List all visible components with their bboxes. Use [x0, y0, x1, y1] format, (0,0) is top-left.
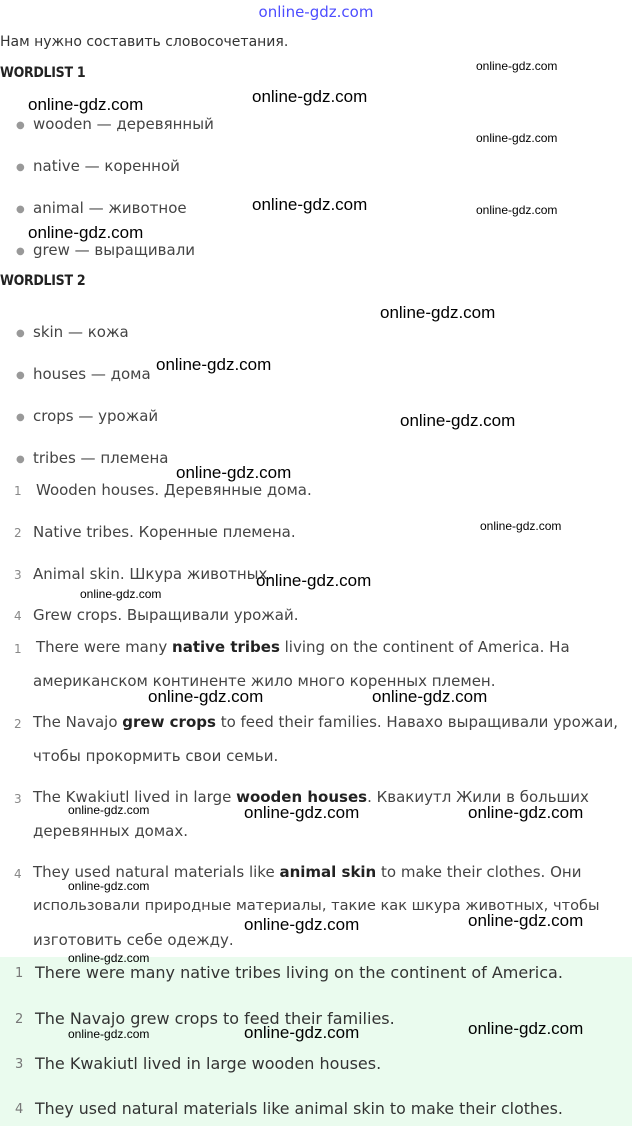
sentence-number: 1	[14, 642, 22, 656]
watermark: online-gdz.com	[468, 911, 584, 930]
bullet: ●	[16, 204, 25, 215]
watermark: online-gdz.com	[372, 687, 488, 706]
phrase-number: 4	[14, 609, 22, 623]
watermark: online-gdz.com	[252, 87, 368, 106]
watermark: online-gdz.com	[148, 687, 264, 706]
phrase-number: 1	[14, 484, 22, 498]
bullet: ●	[16, 370, 25, 381]
phrase-item: Grew crops. Выращивали урожай.	[33, 606, 299, 624]
answer-number: 4	[15, 1102, 24, 1117]
sentence-line: использовали природные материалы, такие как шкура животных, чтобы	[33, 897, 600, 914]
answer-number: 1	[15, 966, 24, 981]
phrase-number: 3	[14, 568, 22, 582]
watermark: online-gdz.com	[252, 195, 368, 214]
wordlist1-item: wooden — деревянный	[33, 115, 214, 133]
wordlist2-item: crops — урожай	[33, 407, 159, 425]
wordlist2-item: tribes — племена	[33, 449, 169, 467]
watermark: online-gdz.com	[68, 951, 150, 965]
watermark: online-gdz.com	[28, 223, 144, 242]
bullet: ●	[16, 120, 25, 131]
phrase-number: 2	[14, 526, 22, 540]
sentence-line: деревянных домах.	[33, 822, 189, 840]
watermark: online-gdz.com	[176, 463, 292, 482]
sentence-line: изготовить себе одежду.	[33, 931, 234, 949]
top-watermark: online-gdz.com	[258, 3, 374, 21]
watermark: online-gdz.com	[476, 59, 558, 73]
phrase-item: Animal skin. Шкура животных.	[33, 565, 273, 583]
answer-item: There were many native tribes living on the continent of America.	[35, 963, 563, 982]
wordlist1-item: native — коренной	[33, 157, 180, 175]
bullet: ●	[16, 162, 25, 173]
watermark: online-gdz.com	[244, 1023, 360, 1042]
watermark: online-gdz.com	[476, 131, 558, 145]
sentence-number: 3	[14, 792, 22, 806]
sentence-line: They used natural materials like animal skin to make their clothes. Они	[33, 863, 582, 881]
watermark: online-gdz.com	[68, 879, 150, 893]
watermark: online-gdz.com	[156, 355, 272, 374]
wordlist1-heading: WORDLIST 1	[0, 65, 86, 81]
wordlist2-item: houses — дома	[33, 365, 151, 383]
wordlist2-heading: WORDLIST 2	[0, 273, 86, 289]
watermark: online-gdz.com	[68, 1027, 150, 1041]
answer-number: 2	[15, 1012, 24, 1027]
sentence-line: There were many native tribes living on the continent of America. На	[36, 638, 570, 656]
watermark: online-gdz.com	[480, 519, 562, 533]
watermark: online-gdz.com	[380, 303, 496, 322]
watermark: online-gdz.com	[244, 915, 360, 934]
wordlist1-item: grew — выращивали	[33, 241, 196, 259]
watermark: online-gdz.com	[468, 803, 584, 822]
bullet: ●	[16, 246, 25, 257]
wordlist1-item: animal — животное	[33, 199, 187, 217]
watermark: online-gdz.com	[256, 571, 372, 590]
sentence-number: 2	[14, 717, 22, 731]
phrase-item: Wooden houses. Деревянные дома.	[36, 481, 312, 499]
sentence-line: американском континенте жило много коренных племен.	[33, 672, 496, 690]
watermark: online-gdz.com	[476, 203, 558, 217]
answer-item: They used natural materials like animal skin to make their clothes.	[35, 1099, 563, 1118]
wordlist2-item: skin — кожа	[33, 323, 129, 341]
watermark: online-gdz.com	[68, 803, 150, 817]
watermark: online-gdz.com	[244, 803, 360, 822]
watermark: online-gdz.com	[28, 95, 144, 114]
sentence-number: 4	[14, 867, 22, 881]
intro-text: Нам нужно составить словосочетания.	[0, 34, 289, 50]
phrase-item: Native tribes. Коренные племена.	[33, 523, 296, 541]
bullet: ●	[16, 454, 25, 465]
answer-number: 3	[15, 1057, 24, 1072]
sentence-line: The Kwakiutl lived in large wooden houses. Квакиутл Жили в больших	[33, 788, 589, 806]
watermark: online-gdz.com	[400, 411, 516, 430]
bullet: ●	[16, 412, 25, 423]
answer-item: The Navajo grew crops to feed their families.	[35, 1009, 395, 1028]
answer-item: The Kwakiutl lived in large wooden houses.	[35, 1054, 382, 1073]
watermark: online-gdz.com	[468, 1019, 584, 1038]
bullet: ●	[16, 328, 25, 339]
sentence-line: The Navajo grew crops to feed their families. Навахо выращивали урожаи,	[33, 713, 618, 731]
watermark: online-gdz.com	[80, 587, 162, 601]
sentence-line: чтобы прокормить свои семьи.	[33, 747, 279, 765]
